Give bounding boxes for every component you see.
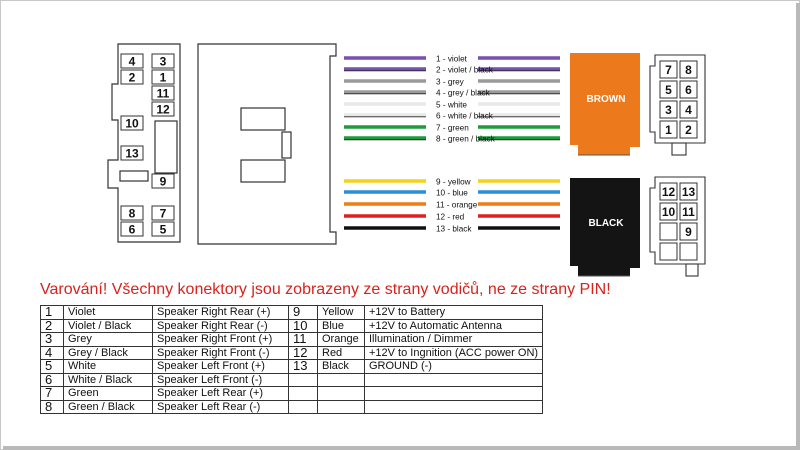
table-row <box>41 306 543 320</box>
left-pin-cell <box>121 206 143 221</box>
pin-assignment-table <box>40 305 543 414</box>
function-cell: Speaker Left Rear (-) <box>153 400 289 414</box>
left-pin-cell <box>152 54 174 69</box>
function-cell: +12V to Battery <box>365 306 543 320</box>
black-pin-number: 9 <box>685 225 692 239</box>
left-pin-number: 8 <box>128 206 136 221</box>
wire-label: 8 - green / black <box>436 134 495 144</box>
wire-label: 6 - white / black <box>436 111 493 121</box>
left-pin-number: 12 <box>156 102 170 117</box>
function-cell: +12V to Automatic Antenna <box>365 319 543 333</box>
table-row <box>41 319 543 333</box>
function-cell: Speaker Left Rear (+) <box>153 387 289 401</box>
left-pin-cell <box>121 70 143 85</box>
pin-number-cell: 12 <box>289 346 318 360</box>
black-pin-number: 12 <box>661 185 676 199</box>
wire-color-cell: Violet <box>64 306 153 320</box>
black-pin-number: 13 <box>681 185 696 199</box>
wire-color-cell: Red <box>318 346 365 360</box>
table-row <box>41 333 543 347</box>
pin-number-cell <box>289 373 318 387</box>
pin-number-cell: 9 <box>289 306 318 320</box>
function-cell: Speaker Right Rear (-) <box>153 319 289 333</box>
pin-number-cell: 7 <box>41 387 64 401</box>
function-cell: Speaker Right Front (-) <box>153 346 289 360</box>
left-pin-number: 13 <box>125 146 139 161</box>
pin-number-cell: 11 <box>289 333 318 347</box>
left-pin-cell <box>152 174 174 189</box>
left-pin-number: 7 <box>159 206 167 221</box>
brown-pin-number: 6 <box>685 83 692 97</box>
wire-label: 13 - black <box>436 224 472 234</box>
black-pin-number: 11 <box>682 205 695 219</box>
function-cell <box>365 400 543 414</box>
left-pin-cell <box>152 70 174 85</box>
left-pin-cell <box>152 222 174 237</box>
function-cell: GROUND (-) <box>365 360 543 374</box>
function-cell: Speaker Right Front (+) <box>153 333 289 347</box>
wire-color-cell: White / Black <box>64 373 153 387</box>
black-pin-empty <box>660 223 677 240</box>
wire-label: 10 - blue <box>436 188 468 198</box>
function-cell: Speaker Left Front (-) <box>153 373 289 387</box>
wire-color-cell: Green <box>64 387 153 401</box>
pin-number-cell: 5 <box>41 360 64 374</box>
brown-pin-cell <box>680 81 697 98</box>
left-pin-number: 9 <box>159 174 167 189</box>
black-pin-empty <box>680 243 697 260</box>
wire <box>344 89 560 98</box>
function-cell: Illumination / Dimmer <box>365 333 543 347</box>
pin-number-cell: 10 <box>289 319 318 333</box>
brown-pin-number: 5 <box>665 83 672 97</box>
wire-label: 1 - violet <box>436 54 467 64</box>
brown-pin-number: 1 <box>665 123 672 137</box>
wire-color-cell <box>318 400 365 414</box>
left-pin-cell <box>152 206 174 221</box>
wire <box>344 55 560 64</box>
wire-group <box>344 55 560 234</box>
table-row <box>41 400 543 414</box>
black-connector <box>570 178 640 276</box>
wire-color-cell: Grey <box>64 333 153 347</box>
wire <box>344 112 560 121</box>
brown-pin-number: 3 <box>665 103 672 117</box>
wire-color-cell: Green / Black <box>64 400 153 414</box>
wire <box>344 201 560 210</box>
wire-color-cell: White <box>64 360 153 374</box>
warning-text: Varování! Všechny konektory jsou zobrazeny ze strany vodičů, ne ze strany PIN! <box>40 281 611 298</box>
wire-label: 5 - white <box>436 100 467 110</box>
brown-pin-cell <box>680 101 697 118</box>
wire-label: 12 - red <box>436 212 465 222</box>
brown-pin-cell <box>660 101 677 118</box>
table-row <box>41 387 543 401</box>
wire-label: 9 - yellow <box>436 177 471 187</box>
wire <box>344 225 560 234</box>
wire <box>344 78 560 87</box>
wire <box>344 101 560 110</box>
table-row <box>41 360 543 374</box>
black-pin-cell <box>680 223 697 240</box>
brown-pin-cell <box>660 81 677 98</box>
pin-number-cell: 4 <box>41 346 64 360</box>
function-cell: Speaker Right Rear (+) <box>153 306 289 320</box>
wire-label: 11 - orange <box>436 200 478 210</box>
pin-number-cell: 8 <box>41 400 64 414</box>
left-pin-number: 4 <box>128 54 136 69</box>
wire <box>344 66 560 75</box>
black-pin-number: 10 <box>661 205 676 219</box>
wire-color-cell: Blue <box>318 319 365 333</box>
left-pin-cell <box>121 146 143 161</box>
frame-shadow-bottom <box>3 446 800 450</box>
black-connector-label: BLACK <box>588 218 624 229</box>
wire-label: 4 - grey / black <box>436 88 490 98</box>
pin-number-cell: 3 <box>41 333 64 347</box>
left-pin-cell <box>152 102 174 117</box>
brown-pin-number: 2 <box>685 123 692 137</box>
left-pin-number: 6 <box>128 222 136 237</box>
left-pin-cell <box>121 222 143 237</box>
wire-color-cell <box>318 387 365 401</box>
left-pin-number: 2 <box>128 70 136 85</box>
wire <box>344 189 560 198</box>
brown-pin-cell <box>660 61 677 78</box>
black-pin-empty <box>660 243 677 260</box>
brown-pin-cell <box>680 121 697 138</box>
brown-pin-number: 8 <box>685 63 692 77</box>
left-pin-cell <box>121 54 143 69</box>
wire-label: 2 - violet / black <box>436 65 493 75</box>
table-row <box>41 346 543 360</box>
left-pin-number: 10 <box>125 116 139 131</box>
pin-number-cell: 13 <box>289 360 318 374</box>
center-plug <box>198 44 336 244</box>
pin-number-cell: 2 <box>41 319 64 333</box>
wire-label: 3 - grey <box>436 77 464 87</box>
function-cell: Speaker Left Front (+) <box>153 360 289 374</box>
pin-number-cell: 6 <box>41 373 64 387</box>
wire <box>344 178 560 187</box>
wire-label: 7 - green <box>436 123 469 133</box>
wire-color-cell <box>318 373 365 387</box>
table-row <box>41 373 543 387</box>
wire <box>344 124 560 133</box>
wire <box>344 135 560 144</box>
left-pin-number: 5 <box>159 222 167 237</box>
function-cell <box>365 373 543 387</box>
left-pin-number: 3 <box>159 54 167 69</box>
wire-color-cell: Violet / Black <box>64 319 153 333</box>
black-pin-cell <box>680 183 697 200</box>
wire <box>344 213 560 222</box>
pin-number-cell: 1 <box>41 306 64 320</box>
brown-connector <box>570 53 640 155</box>
wire-color-cell: Grey / Black <box>64 346 153 360</box>
brown-pin-cell <box>680 61 697 78</box>
left-pin-cell <box>152 86 174 101</box>
black-pin-cell <box>680 203 697 220</box>
wire-color-cell: Orange <box>318 333 365 347</box>
wire-color-cell: Yellow <box>318 306 365 320</box>
black-pin-cell <box>660 203 677 220</box>
brown-connector-label: BROWN <box>586 94 626 105</box>
black-pin-cell <box>660 183 677 200</box>
pin-number-cell <box>289 387 318 401</box>
brown-pin-number: 7 <box>665 63 672 77</box>
left-pin-cell <box>121 116 143 131</box>
function-cell <box>365 387 543 401</box>
brown-pin-number: 4 <box>685 103 692 117</box>
brown-pin-cell <box>660 121 677 138</box>
left-pin-number: 11 <box>156 86 170 101</box>
pin-number-cell <box>289 400 318 414</box>
function-cell: +12V to Ingnition (ACC power ON) <box>365 346 543 360</box>
left-pin-number: 1 <box>159 70 167 85</box>
wire-color-cell: Black <box>318 360 365 374</box>
